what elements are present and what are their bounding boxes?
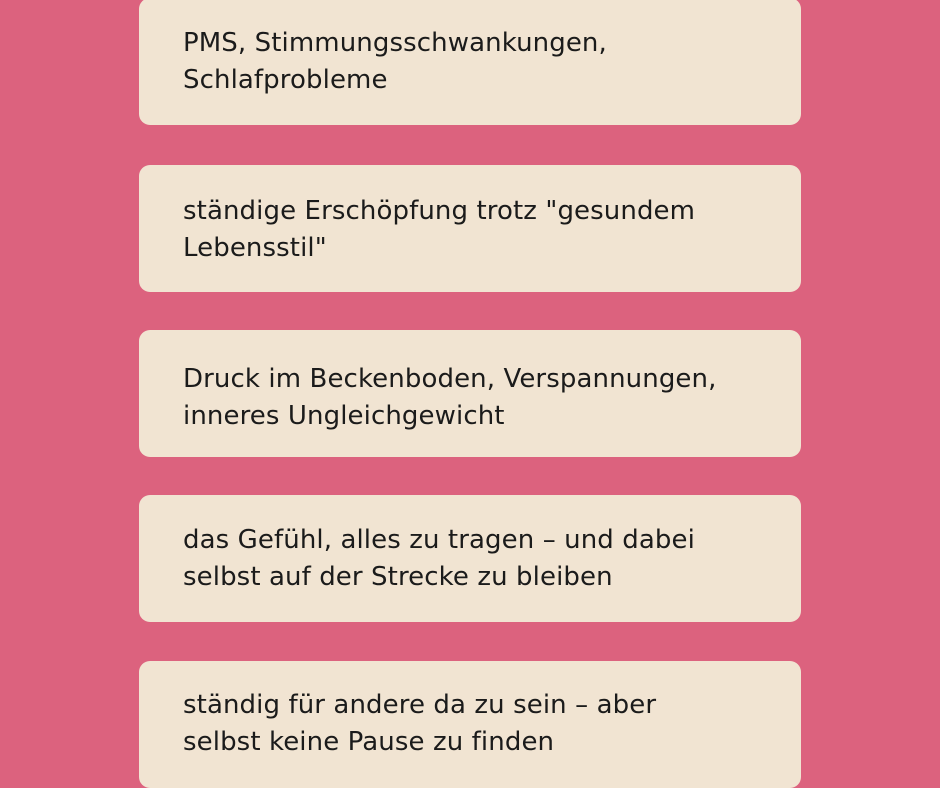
symptom-card-4 [139,495,801,622]
symptom-card-text: ständig für andere da zu sein – aber selbst keine Pause zu finden [183,690,657,757]
symptom-card-1 [139,0,801,125]
symptom-card-text: das Gefühl, alles zu tragen – und dabei selbst auf der Strecke zu bleiben [183,525,695,592]
symptom-card-text: Druck im Beckenboden, Verspannungen, inneres Ungleichgewicht [183,364,717,431]
symptom-card-text: PMS, Stimmungsschwankungen, Schlafprobleme [183,28,607,95]
symptom-card-2 [139,165,801,292]
symptom-card-5 [139,661,801,788]
symptom-card-3 [139,330,801,457]
symptom-card-text: ständige Erschöpfung trotz "gesundem Lebensstil" [183,196,696,263]
